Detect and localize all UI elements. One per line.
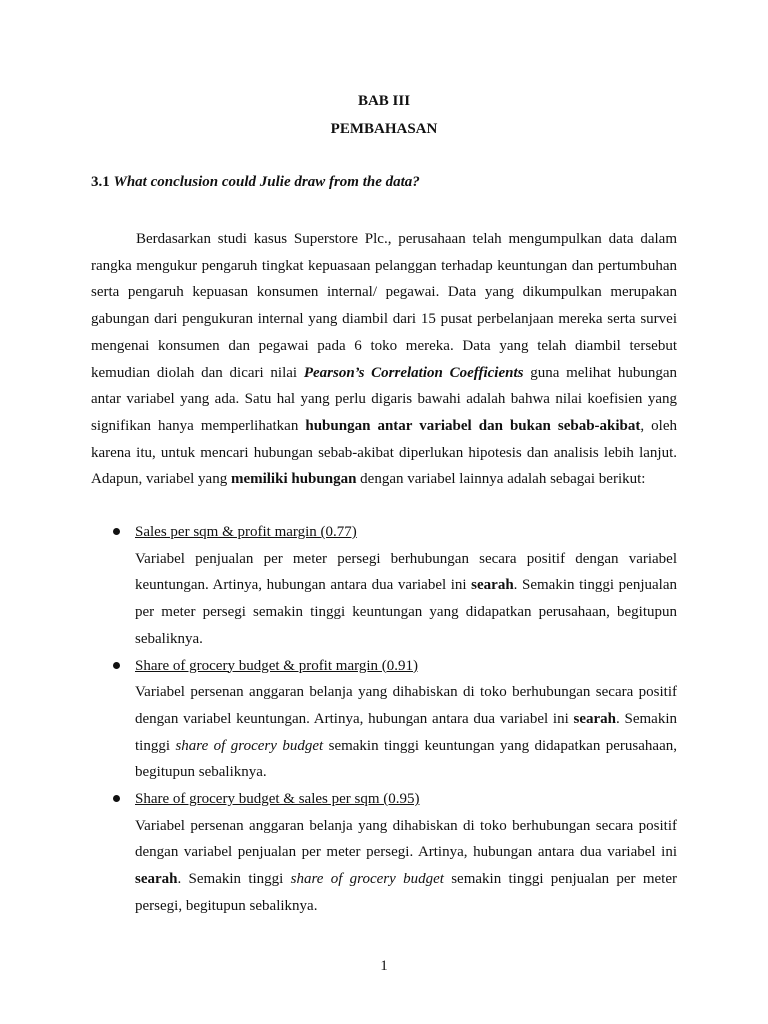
paragraph-text-2: guna melihat hubungan antar variabel yang ada. Satu hal yang perlu digaris bawahi adalah bahwa nilai koefisien yang signifikan hanya memperlihatkan <box>91 364 677 434</box>
paragraph-emphasis-has-relation: memiliki hubungan <box>230 471 357 488</box>
bullet-italic: share of grocery budget <box>290 871 444 888</box>
paragraph-text-1: Berdasarkan studi kasus Superstore Plc., perusahaan telah mengumpulkan data dalam rangka mengukur pengaruh tingkat kepuasaan pelanggan terhadap keuntungan dan pertumbuhan serta pengaruh kepuasan konsumen internal/ pegawai. Data yang dikumpulkan merupakan gabungan dari pengukuran internal yang diambil dari 15 pusat perbelanjaan mereka serta survei mengenai konsumen dan pegawai pada 6 toko mereka. Data yang telah diambil tersebut kemudian diolah dan dicari nilai <box>91 231 677 381</box>
bullet-text: Variabel persenan anggaran belanja yang dihabiskan di toko berhubungan secara positif dengan variabel penjualan per meter persegi. Artinya, hubungan antara dua variabel ini <box>135 817 677 861</box>
paragraph-text-4: dengan variabel lainnya adalah sebagai berikut: <box>356 471 646 488</box>
body-paragraph <box>91 226 677 493</box>
list-item <box>91 786 677 920</box>
bullet-body <box>135 546 677 653</box>
bullet-title: Share of grocery budget & sales per sqm (0.95) <box>135 791 420 808</box>
bullet-text: semakin tinggi penjualan per meter persegi, begitupun sebaliknya. <box>135 871 677 914</box>
paragraph-term-pearson: Pearson’s Correlation Coefficients <box>303 364 524 381</box>
chapter-number: BAB III <box>357 93 411 109</box>
chapter-title: PEMBAHASAN <box>330 121 438 137</box>
bullet-bold: searah <box>573 710 616 727</box>
list-item <box>91 519 677 653</box>
bullet-text: . Semakin tinggi <box>135 710 677 754</box>
bullet-body <box>135 813 677 920</box>
bullet-bold: searah <box>135 871 178 888</box>
bullet-dot-icon <box>113 662 120 669</box>
paragraph-emphasis-relationship: hubungan antar variabel dan bukan sebab-akibat <box>305 417 641 434</box>
bullet-text: semakin tinggi keuntungan yang didapatkan perusahaan, begitupun sebaliknya. <box>135 737 677 781</box>
bullet-text: Variabel penjualan per meter persegi berhubungan secara positif dengan variabel keuntungan. Artinya, hubungan antara dua variabel ini <box>135 550 677 594</box>
bullet-italic: share of grocery budget <box>175 737 324 754</box>
section-number: 3.1 <box>91 174 110 190</box>
section-heading <box>91 174 420 191</box>
bullet-title: Share of grocery budget & profit margin (0.91) <box>135 657 418 674</box>
bullet-list <box>91 519 677 920</box>
bullet-dot-icon <box>113 528 120 535</box>
bullet-dot-icon <box>113 795 120 802</box>
section-question: What conclusion could Julie draw from the data? <box>113 174 420 190</box>
bullet-bold: searah <box>471 577 514 594</box>
bullet-text: . Semakin tinggi <box>177 871 291 888</box>
bullet-text: . Semakin tinggi penjualan per meter persegi semakin tinggi keuntungan yang didapatkan perusahaan, begitupun sebaliknya. <box>135 577 677 647</box>
bullet-title: Sales per sqm & profit margin (0.77) <box>135 524 357 540</box>
bullet-text: Variabel persenan anggaran belanja yang dihabiskan di toko berhubungan secara positif dengan variabel keuntungan. Artinya, hubungan antara dua variabel ini <box>135 684 677 727</box>
paragraph-text-3: , oleh karena itu, untuk mencari hubungan sebab-akibat diperlukan hipotesis dan analisis lebih lanjut. Adapun, variabel yang <box>91 417 677 488</box>
page-number: 1 <box>380 958 388 974</box>
list-item <box>91 653 677 787</box>
bullet-body <box>135 679 677 786</box>
